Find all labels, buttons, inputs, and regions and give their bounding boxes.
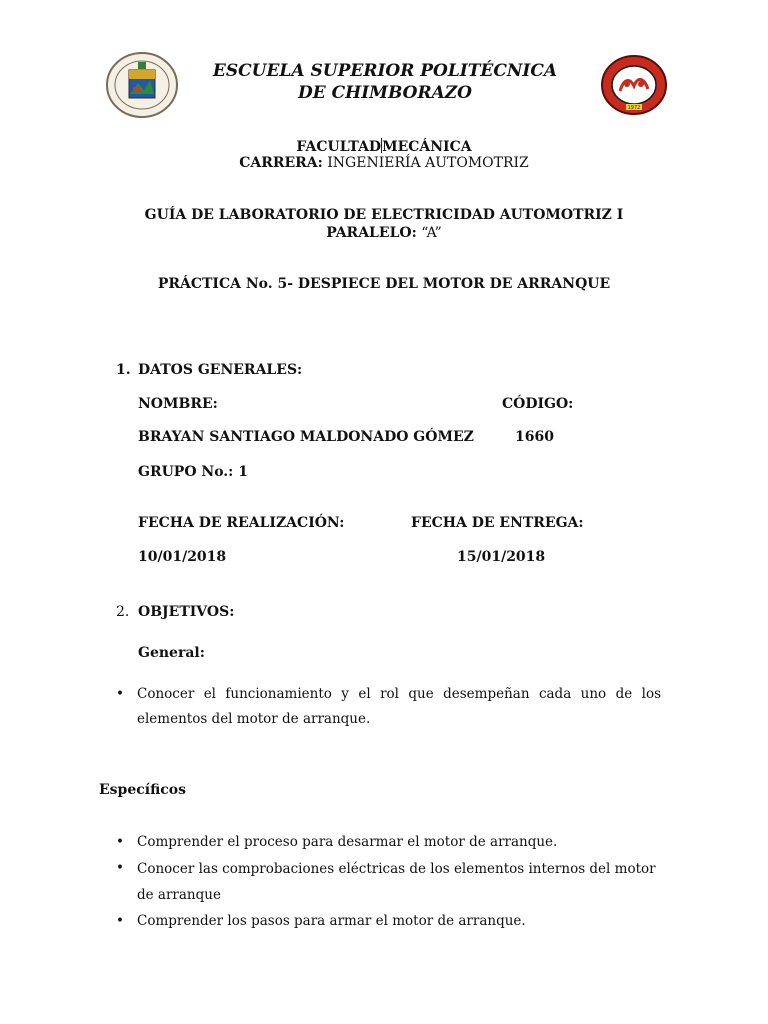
faculty-seal-logo bbox=[600, 54, 668, 116]
faculty-line: FACULTADMECÁNICA bbox=[296, 139, 472, 155]
specific-objective-1: Comprender el proceso para desarmar el motor de arranque. bbox=[137, 834, 558, 850]
section-1-title: DATOS GENERALES: bbox=[138, 362, 303, 378]
specific-objective-3: Comprender los pasos para armar el motor de arranque. bbox=[137, 913, 526, 929]
bullet-icon: • bbox=[116, 860, 124, 876]
date-done-label: FECHA DE REALIZACIÓN: bbox=[138, 515, 345, 531]
career-line: CARRERA: INGENIERÍA AUTOMOTRIZ bbox=[239, 155, 529, 171]
guide-title: GUÍA DE LABORATORIO DE ELECTRICIDAD AUTOMOTRIZ I bbox=[144, 207, 624, 223]
bullet-icon: • bbox=[116, 913, 124, 929]
section-2-number: 2. bbox=[116, 604, 130, 620]
name-label: NOMBRE: bbox=[138, 396, 218, 412]
bullet-icon: • bbox=[116, 834, 124, 850]
specific-objective-2: Conocer las comprobaciones eléctricas de los elementos internos del motor de arranque bbox=[137, 861, 656, 903]
section-2-title: OBJETIVOS: bbox=[138, 604, 235, 620]
student-code: 1660 bbox=[515, 429, 554, 445]
general-label: General: bbox=[138, 645, 205, 661]
bullet-icon: • bbox=[116, 686, 124, 702]
group-number: GRUPO No.: 1 bbox=[138, 464, 248, 480]
svg-text:1972: 1972 bbox=[627, 105, 641, 111]
date-done-value: 10/01/2018 bbox=[138, 549, 227, 565]
specific-label: Específicos bbox=[99, 782, 187, 798]
practice-title: PRÁCTICA No. 5- DESPIECE DEL MOTOR DE ARRANQUE bbox=[157, 276, 611, 292]
date-due-value: 15/01/2018 bbox=[457, 549, 546, 565]
parallel-line: PARALELO: “A” bbox=[326, 225, 442, 241]
espoch-shield-logo bbox=[104, 50, 180, 120]
school-title: ESCUELA SUPERIOR POLITÉCNICA DE CHIMBORAZO bbox=[212, 61, 558, 103]
general-objective: Conocer el funcionamiento y el rol que desempeñan cada uno de los elementos del motor de arranque. bbox=[137, 686, 661, 727]
code-label: CÓDIGO: bbox=[502, 396, 574, 412]
date-due-label: FECHA DE ENTREGA: bbox=[411, 515, 584, 531]
student-name: BRAYAN SANTIAGO MALDONADO GÓMEZ bbox=[138, 429, 474, 445]
section-1-number: 1. bbox=[116, 362, 131, 378]
